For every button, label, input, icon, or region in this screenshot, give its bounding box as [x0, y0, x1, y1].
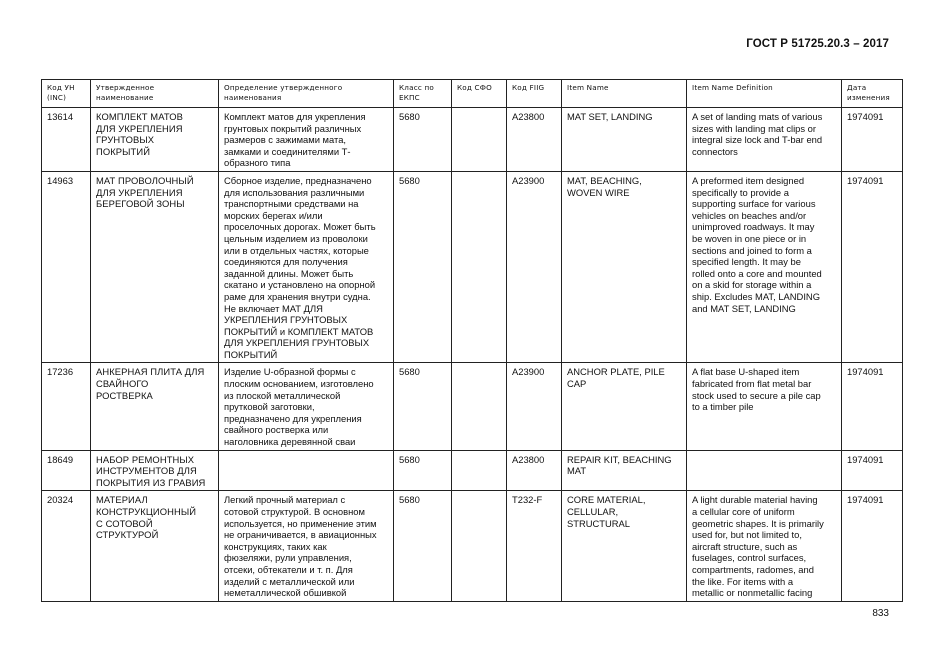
sfo-code-cell — [452, 363, 507, 450]
column-header-line: изменения — [847, 93, 890, 102]
table-row — [42, 363, 903, 450]
inc-cell: 14963 — [42, 171, 91, 363]
item-definition-cell — [687, 363, 842, 450]
cell-line: sizes with landing mat clips or — [692, 122, 817, 134]
class-cell: 5680 — [394, 363, 452, 450]
cell-line: НАБОР РЕМОНТНЫХ — [96, 453, 195, 465]
sfo-code-cell — [452, 491, 507, 601]
cell-line: and MAT SET, LANDING — [692, 302, 796, 314]
table-row — [42, 491, 903, 601]
sfo-code-cell — [452, 171, 507, 363]
column-header-line: Дата — [847, 83, 867, 92]
column-header — [562, 80, 687, 108]
cell-line: не ограничивается, в авиационных — [224, 529, 377, 541]
cell-line: наголовника деревянной сваи — [224, 436, 356, 448]
cell-line: изделий с металлической или — [224, 575, 355, 587]
definition-ru-cell — [219, 363, 394, 450]
class-cell: 5680 — [394, 108, 452, 172]
change-date-cell: 1974091 — [842, 171, 903, 363]
column-header — [219, 80, 394, 108]
cell-line: CAP — [567, 378, 587, 390]
cell-line: прутковой заготовки, — [224, 401, 315, 413]
cell-line: сотовой структурой. В основном — [224, 506, 365, 517]
cell-line: CELLULAR, — [567, 506, 619, 517]
column-header-line: наименование — [96, 93, 154, 102]
cell-line: A preformed item designed — [692, 174, 805, 186]
cell-line: заданной длины. Может быть — [224, 267, 354, 279]
item-name-cell — [562, 491, 687, 601]
change-date-cell: 1974091 — [842, 363, 903, 450]
cell-line: Комплект матов для укрепления — [224, 111, 366, 122]
fiig-code-cell: T232-F — [507, 491, 562, 601]
cell-line: stock used to secure a pile cap — [692, 389, 821, 401]
cell-line: грунтовых покрытий различных — [224, 122, 362, 134]
column-header-line: Item Name Definition — [692, 83, 773, 92]
definition-ru-cell — [219, 108, 394, 172]
item-definition-cell — [687, 450, 842, 491]
column-header-line: Код УН — [47, 83, 75, 92]
cell-line: фюзеляжи, рули управления, — [224, 552, 352, 564]
cell-line: СТРУКТУРОЙ — [96, 529, 159, 541]
cell-line: CORE MATERIAL, — [567, 494, 646, 506]
column-header-line: Item Name — [567, 83, 609, 92]
cell-line: unimproved roadways. It may — [692, 221, 815, 233]
cell-line: the like. For items with a — [692, 575, 794, 587]
item-name-cell — [562, 450, 687, 491]
cell-line: предназначено для укрепления — [224, 412, 362, 424]
cell-line: БЕРЕГОВОЙ ЗОНЫ — [96, 198, 185, 210]
fiig-code-cell: A23900 — [507, 171, 562, 363]
cell-line: A light durable material having — [692, 494, 818, 506]
cell-line: A flat base U-shaped item — [692, 366, 800, 378]
cell-line: скатано и установлено на опорной — [224, 279, 376, 291]
definition-ru-cell — [219, 171, 394, 363]
inc-cell: 20324 — [42, 491, 91, 601]
cell-line: STRUCTURAL — [567, 517, 631, 529]
cell-line: С СОТОВОЙ — [96, 517, 153, 529]
cell-line: REPAIR KIT, BEACHING — [567, 453, 672, 465]
cell-line: ПОКРЫТИЙ — [224, 348, 278, 360]
cell-line: be woven in one piece or in — [692, 232, 807, 244]
sfo-code-cell — [452, 108, 507, 172]
cell-line: МАТЕРИАЛ — [96, 494, 148, 506]
cell-line: integral size lock and T-bar end — [692, 134, 823, 146]
column-header — [842, 80, 903, 108]
cell-line: MAT — [567, 465, 587, 477]
item-definition-cell — [687, 108, 842, 172]
cell-line: ПОКРЫТИЯ ИЗ ГРАВИЯ — [96, 476, 206, 488]
cell-line: A set of landing mats of various — [692, 111, 823, 122]
sfo-code-cell — [452, 450, 507, 491]
cell-line: проселочных дорогах. Может быть — [224, 221, 376, 233]
cell-line: ПОКРЫТИЙ и КОМПЛЕКТ МАТОВ — [224, 325, 374, 337]
cell-line: используется, но применение этим — [224, 517, 377, 529]
cell-line: sections and joined to form a — [692, 244, 812, 256]
table-row — [42, 108, 903, 172]
class-cell: 5680 — [394, 171, 452, 363]
approved-name-cell — [91, 491, 219, 601]
cell-line: ПОКРЫТИЙ — [96, 145, 151, 157]
cell-line: КОМПЛЕКТ МАТОВ — [96, 111, 183, 122]
cell-line: Не включает МАТ ДЛЯ — [224, 302, 323, 314]
cell-line: Легкий прочный материал с — [224, 494, 346, 506]
fiig-code-cell: A23900 — [507, 363, 562, 450]
cell-line: размеров с зажимами мата, — [224, 134, 347, 146]
item-definition-cell — [687, 491, 842, 601]
approved-name-cell — [91, 171, 219, 363]
cell-line: отсеки, обтекатели и т. п. Для — [224, 563, 353, 575]
approved-name-cell — [91, 363, 219, 450]
column-header — [687, 80, 842, 108]
column-header-line: наименования — [224, 93, 282, 102]
cell-line: on a skid for storage within a — [692, 279, 812, 291]
fiig-code-cell: A23800 — [507, 108, 562, 172]
cell-line: УКРЕПЛЕНИЯ ГРУНТОВЫХ — [224, 314, 348, 326]
cell-line: specifically to provide a — [692, 186, 789, 198]
cell-line: образного типа — [224, 157, 291, 169]
cell-line: замками и соединителями Т- — [224, 145, 351, 157]
document-header: ГОСТ Р 51725.20.3 – 2017 — [746, 38, 889, 50]
approved-name-cell — [91, 108, 219, 172]
cell-line: fuselages, control surfaces, — [692, 552, 807, 564]
item-name-cell — [562, 171, 687, 363]
change-date-cell: 1974091 — [842, 450, 903, 491]
cell-line: конструкциях, таких как — [224, 540, 327, 552]
column-header-line: Класс по — [399, 83, 434, 92]
item-name-cell — [562, 108, 687, 172]
definition-ru-cell — [219, 450, 394, 491]
cell-line: metallic or nonmetallic facing — [692, 587, 813, 599]
cell-line: vehicles on beaches and/or — [692, 209, 807, 221]
cell-line: a cellular core of uniform — [692, 506, 795, 517]
column-header-line: Код СФО — [457, 83, 493, 92]
item-name-cell — [562, 363, 687, 450]
column-header — [452, 80, 507, 108]
column-header-line: ЕКПС — [399, 93, 420, 102]
approved-name-cell — [91, 450, 219, 491]
class-cell: 5680 — [394, 450, 452, 491]
column-header — [42, 80, 91, 108]
cell-line: ship. Excludes MAT, LANDING — [692, 290, 820, 302]
cell-line: или в отдельных частях, которые — [224, 244, 369, 256]
cell-line: АНКЕРНАЯ ПЛИТА ДЛЯ — [96, 366, 205, 378]
fiig-code-cell: A23800 — [507, 450, 562, 491]
cell-line: РОСТВЕРКА — [96, 389, 153, 401]
column-header-line: Утвержденное — [96, 83, 155, 92]
cell-line: транспортными средствами на — [224, 198, 359, 210]
cell-line: Сборное изделие, предназначено — [224, 174, 372, 186]
change-date-cell: 1974091 — [842, 108, 903, 172]
nomenclature-table — [41, 79, 903, 602]
cell-line: морских берегах и/или — [224, 209, 323, 221]
change-date-cell: 1974091 — [842, 491, 903, 601]
cell-line: aircraft structure, such as — [692, 540, 798, 552]
cell-line: compartments, radomes, and — [692, 563, 814, 575]
cell-line: ANCHOR PLATE, PILE — [567, 366, 665, 378]
inc-cell: 13614 — [42, 108, 91, 172]
cell-line: МАТ ПРОВОЛОЧНЫЙ — [96, 174, 194, 186]
cell-line: rolled onto a core and mounted — [692, 267, 822, 279]
cell-line: to a timber pile — [692, 401, 754, 413]
column-header-line: (INC) — [47, 93, 67, 102]
table-row — [42, 450, 903, 491]
column-header — [91, 80, 219, 108]
page-number: 833 — [872, 608, 889, 619]
definition-ru-cell — [219, 491, 394, 601]
cell-line: цельным изделием из проволоки — [224, 232, 368, 244]
column-header — [507, 80, 562, 108]
cell-line: раме для хранения внутри судна. — [224, 290, 371, 302]
cell-line: соединяются для получения — [224, 256, 348, 268]
cell-line: connectors — [692, 145, 738, 157]
cell-line: свайного ростверка или — [224, 424, 329, 436]
cell-line: плоским основанием, изготовлено — [224, 378, 374, 390]
item-definition-cell — [687, 171, 842, 363]
cell-line: из плоской металлической — [224, 389, 341, 401]
cell-line: ИНСТРУМЕНТОВ ДЛЯ — [96, 465, 197, 477]
cell-line: СВАЙНОГО — [96, 378, 149, 390]
cell-line: fabricated from flat metal bar — [692, 378, 812, 390]
column-header-line: Определение утвержденного — [224, 83, 343, 92]
table-row — [42, 171, 903, 363]
cell-line: specified length. It may be — [692, 256, 801, 268]
inc-cell: 17236 — [42, 363, 91, 450]
cell-line: MAT SET, LANDING — [567, 111, 653, 122]
cell-line: для использования различными — [224, 186, 365, 198]
column-header-line: Код FIIG — [512, 83, 545, 92]
cell-line: Изделие U-образной формы с — [224, 366, 356, 378]
cell-line: неметаллической обшивкой — [224, 587, 347, 599]
class-cell: 5680 — [394, 491, 452, 601]
column-header — [394, 80, 452, 108]
cell-line: ДЛЯ УКРЕПЛЕНИЯ ГРУНТОВЫХ — [224, 337, 370, 349]
cell-line: WOVEN WIRE — [567, 186, 630, 198]
cell-line: ДЛЯ УКРЕПЛЕНИЯ — [96, 122, 183, 134]
table-header-row — [42, 80, 903, 108]
cell-line: used for, but not limited to, — [692, 529, 802, 541]
cell-line: ДЛЯ УКРЕПЛЕНИЯ — [96, 186, 183, 198]
cell-line: MAT, BEACHING, — [567, 174, 642, 186]
inc-cell: 18649 — [42, 450, 91, 491]
cell-line: supporting surface for various — [692, 198, 816, 210]
cell-line: ГРУНТОВЫХ — [96, 134, 155, 146]
cell-line: КОНСТРУКЦИОННЫЙ — [96, 506, 197, 517]
cell-line: geometric shapes. It is primarily — [692, 517, 824, 529]
